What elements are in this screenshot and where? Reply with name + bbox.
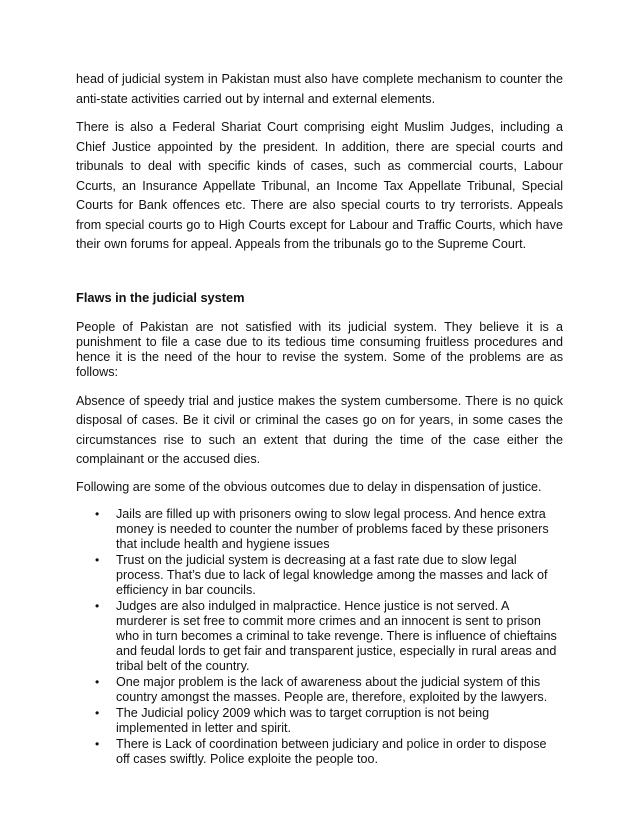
document-page <box>76 70 563 768</box>
list-item <box>95 507 563 552</box>
list-item-text: There is Lack of coordination between judiciary and police in order to dispose off cases swiftly. Police exploite the people too. <box>116 737 547 766</box>
bullet-icon: • <box>95 599 100 613</box>
section-heading: Flaws in the judicial system <box>76 289 245 305</box>
paragraph-federal-shariat-court: There is also a Federal Shariat Court comprising eight Muslim Judges, including a Chief Justice appointed by the president. In addition, there are special courts and tribunals to deal with specific kinds of cases, such as commercial courts, Labour Ccurts, an Insurance Appellate Tribunal, an Income Tax Appellate Tribunal, Special Courts for Bank offences etc. There are also special courts to try terrorists. Appeals from special courts go to High Courts except for Labour and Traffic Courts, which have their own forums for appeal. Appeals from the tribunals go to the Supreme Court. <box>76 120 563 251</box>
paragraph-judicial-mechanism: head of judicial system in Pakistan must also have complete mechanism to counter the anti-state activities carried out by internal and external elements. <box>76 72 563 106</box>
bullet-icon: • <box>95 507 100 521</box>
list-item-text: Jails are filled up with prisoners owing to slow legal process. And hence extra money is needed to counter the number of problems faced by these prisoners that include health and hygiene issues <box>116 507 549 551</box>
paragraph-absence-speedy-trial: Absence of speedy trial and justice makes the system cumbersome. There is no quick disposal of cases. Be it civil or criminal the cases go on for years, in some cases the circumstances rise to such an extent that during the time of the case either the complainant or the accused dies. <box>76 393 563 466</box>
paragraph-obvious-outcomes: Following are some of the obvious outcomes due to delay in dispensation of justice. <box>76 479 542 494</box>
outcomes-bullet-list <box>76 507 563 767</box>
list-item <box>95 706 563 736</box>
list-item <box>95 599 563 674</box>
bullet-icon: • <box>95 706 100 720</box>
bullet-icon: • <box>95 553 100 567</box>
bullet-icon: • <box>95 675 100 689</box>
list-item-text: The Judicial policy 2009 which was to target corruption is not being implemented in letter and spirit. <box>116 706 490 735</box>
list-item-text: Judges are also indulged in malpractice. Hence justice is not served. A murderer is set free to commit more crimes and an innocent is sent to prison who in turn becomes a criminal to take revenge. There is influence of chieftains and feudal lords to get fair and transparent justice, especially in rural areas and tribal belt of the country. <box>116 599 557 673</box>
list-item <box>95 553 563 598</box>
paragraph-people-not-satisfied: People of Pakistan are not satisfied with its judicial system. They believe it is a punishment to file a case due to its tedious time consuming fruitless procedures and hence it is the need of the hour to revise the system. Some of the problems are as follows: <box>76 319 563 379</box>
list-item-text: One major problem is the lack of awareness about the judicial system of this country amongst the masses. People are, therefore, exploited by the lawyers. <box>116 675 548 704</box>
list-item <box>95 737 563 767</box>
bullet-icon: • <box>95 737 100 751</box>
list-item-text: Trust on the judicial system is decreasing at a fast rate due to slow legal process. That’s due to lack of legal knowledge among the masses and lack of efficiency in bar councils. <box>116 553 548 597</box>
list-item <box>95 675 563 705</box>
